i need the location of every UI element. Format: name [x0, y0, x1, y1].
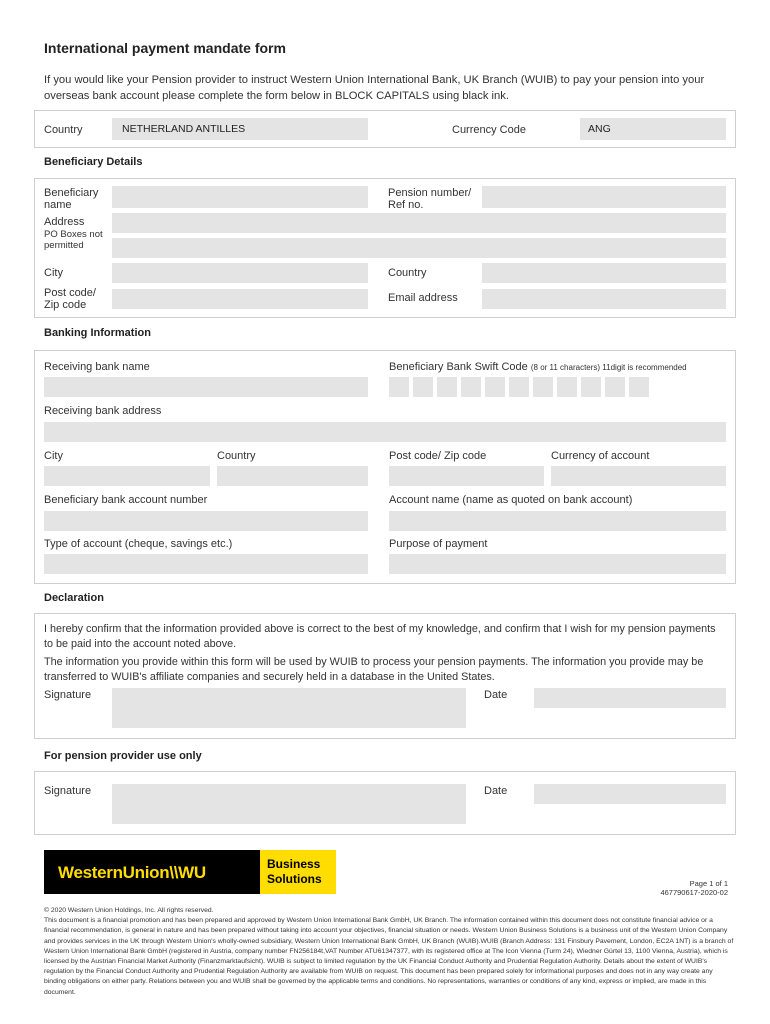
address-label: Address [44, 216, 85, 228]
bank-name-label: Receiving bank name [44, 361, 150, 373]
legal-disclaimer [44, 906, 734, 998]
declaration-heading: Declaration [44, 592, 104, 604]
country-label: Country [44, 124, 83, 136]
provider-signature-field[interactable] [112, 784, 466, 824]
country-field[interactable] [112, 118, 368, 140]
provider-date-field[interactable] [534, 784, 726, 804]
account-name-field[interactable] [389, 511, 726, 531]
email-field[interactable] [482, 289, 726, 309]
swift-cell[interactable] [557, 377, 577, 397]
swift-label-text: Beneficiary Bank Swift Code [389, 361, 528, 373]
currency-code-label: Currency Code [452, 124, 526, 136]
payment-purpose-field[interactable] [389, 554, 726, 574]
swift-cell[interactable] [533, 377, 553, 397]
provider-signature-label: Signature [44, 785, 92, 797]
swift-cell[interactable] [485, 377, 505, 397]
banking-heading: Banking Information [44, 327, 151, 339]
swift-cell[interactable] [605, 377, 625, 397]
account-number-label: Beneficiary bank account number [44, 494, 208, 506]
pension-number-field[interactable] [482, 186, 726, 208]
country-value: NETHERLAND ANTILLES [122, 123, 246, 135]
page-number: Page 1 of 1 [689, 879, 728, 888]
bank-name-field[interactable] [44, 377, 368, 397]
bank-address-label: Receiving bank address [44, 405, 162, 417]
legal-text: This document is a financial promotion and has been prepared and approved by Western Union International Bank GmbH, UK Branch. The information contained within this document does not constitute financial advice or a financial recommendation, is general in nature and has been prepared without taking into account your objectives, financial situation or needs. Western Union Business Solutions is a business unit of the Western Union Company and provides services in the UK through Western Union's wholly-owned subsidiary, Western Union International Bank GmbH, UK Branch (WUIB).WUIB (Branch Address: 131 Finsbury Pavement, London, EC2A 1NT) is a branch of Western Union International Bank GmbH (registered in Austria, company number FN256184t,VAT Number ATU61347377, with its registered office at The Icon Vienna (Turm 24), Wiedner Gürtel 13, 1100 Vienna, Austria), which is licensed by the Austrian Financial Market Authority (Finanzmarktaufsicht). WUIB is subject to limited regulation by the UK Financial Conduct Authority and Prudential Regulation Authority. Details about the extent of WUIB's regulation by the Financial Conduct Authority and Prudential Regulation Authority are available from WUIB on request. This document has been prepared solely for informational purposes and does not in any way create any binding obligations on either party. Relations between you and WUIB shall be governed by the applicable terms and conditions. No representations, warranties or conditions of any kind, express or implied, are made in this document. [44, 917, 734, 996]
bank-address-field[interactable] [44, 422, 726, 442]
currency-code-field[interactable] [580, 118, 726, 140]
beneficiary-country-field[interactable] [482, 263, 726, 283]
email-label: Email address [388, 292, 458, 304]
account-currency-field[interactable] [551, 466, 726, 486]
beneficiary-country-label: Country [388, 267, 427, 279]
provider-heading: For pension provider use only [44, 750, 202, 762]
account-type-label: Type of account (cheque, savings etc.) [44, 538, 233, 550]
beneficiary-name-field[interactable] [112, 186, 368, 208]
beneficiary-name-label: Beneficiary name [44, 187, 99, 211]
provider-date-label: Date [484, 785, 508, 797]
swift-cell[interactable] [437, 377, 457, 397]
beneficiary-heading: Beneficiary Details [44, 156, 143, 168]
swift-code-cells [389, 377, 659, 397]
swift-cell[interactable] [629, 377, 649, 397]
city-label: City [44, 267, 63, 279]
address-note: PO Boxes not permitted [44, 229, 103, 251]
declaration-paragraph-2: The information you provide within this form will be used by WUIB to process your pension payments. The information you provide may be transferred to WUIB's affiliate companies and securely held in a database in the United States. [44, 656, 704, 683]
swift-label [389, 361, 687, 373]
swift-cell[interactable] [509, 377, 529, 397]
payment-purpose-label: Purpose of payment [389, 538, 488, 550]
bank-country-field[interactable] [217, 466, 368, 486]
bank-country-label: Country [217, 450, 256, 462]
postcode-label: Post code/ Zip code [44, 287, 96, 311]
account-name-label: Account name (name as quoted on bank account) [389, 494, 633, 506]
bank-city-field[interactable] [44, 466, 210, 486]
logo-wordmark: WesternUnion\\WU [58, 863, 206, 882]
intro-text: If you would like your Pension provider to instruct Western Union International Bank, UK Branch (WUIB) to pay your pension into your overseas bank account please complete the form below in BLOCK CAPITALS using black ink. [44, 74, 705, 102]
swift-cell[interactable] [581, 377, 601, 397]
account-type-field[interactable] [44, 554, 368, 574]
bank-postcode-field[interactable] [389, 466, 544, 486]
address-line-1-field[interactable] [112, 213, 726, 233]
declaration-date-field[interactable] [534, 688, 726, 708]
swift-cell[interactable] [413, 377, 433, 397]
logo-solutions-text: Solutions [267, 872, 322, 886]
western-union-logo [44, 850, 336, 894]
pension-number-label: Pension number/ Ref no. [388, 187, 472, 211]
logo-business-text: Business [267, 857, 321, 871]
bank-city-label: City [44, 450, 63, 462]
declaration-signature-field[interactable] [112, 688, 466, 728]
declaration-date-label: Date [484, 689, 508, 701]
swift-cell[interactable] [461, 377, 481, 397]
copyright-text: © 2020 Western Union Holdings, Inc. All rights reserved. [44, 907, 214, 914]
logo-business-panel [260, 850, 336, 894]
declaration-signature-label: Signature [44, 689, 92, 701]
currency-code-value: ANG [588, 123, 611, 135]
city-field[interactable] [112, 263, 368, 283]
account-currency-label: Currency of account [551, 450, 650, 462]
page-title: International payment mandate form [44, 40, 286, 56]
address-line-2-field[interactable] [112, 238, 726, 258]
document-code: 467790617-2020-02 [660, 888, 728, 897]
swift-note: (8 or 11 characters) 11digit is recommended [530, 363, 687, 372]
bank-postcode-label: Post code/ Zip code [389, 450, 487, 462]
account-number-field[interactable] [44, 511, 368, 531]
swift-cell[interactable] [389, 377, 409, 397]
declaration-paragraph-1: I hereby confirm that the information provided above is correct to the best of my knowledge, and confirm that I wish for my pension payments to be paid into the account noted above. [44, 623, 716, 650]
postcode-field[interactable] [112, 289, 368, 309]
